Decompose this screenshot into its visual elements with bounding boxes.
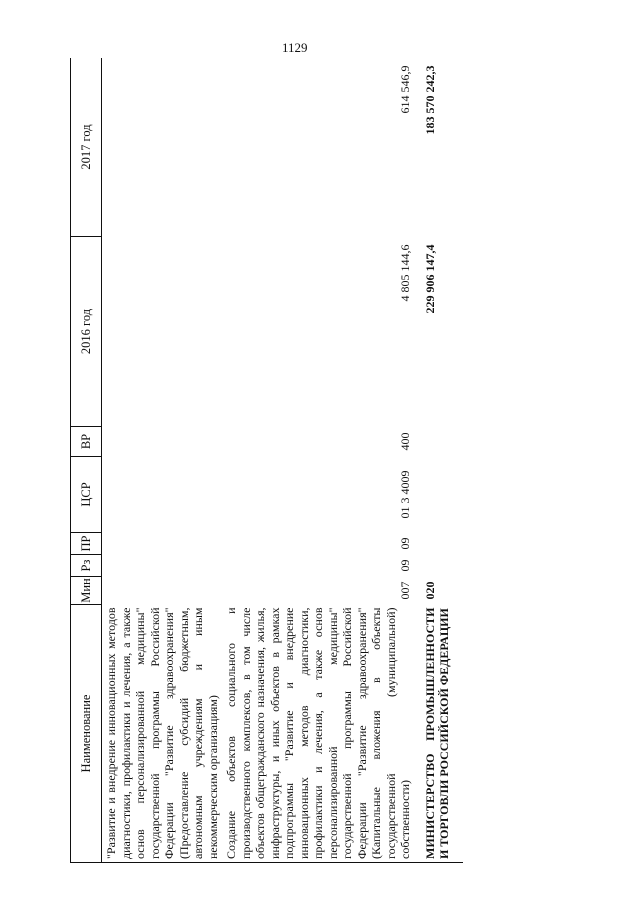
row-rz: 09 xyxy=(398,559,412,572)
row-min: 020 xyxy=(422,581,437,600)
row-min xyxy=(102,577,223,605)
row-2017: 183 570 242,3 xyxy=(422,65,437,135)
header-name: Наименование xyxy=(71,605,102,863)
row-vr: 400 xyxy=(398,432,412,451)
table-row xyxy=(222,58,415,863)
row-name: Создание объектов социального и производственного комплексов, в том числе объектов общегражданского назначения, жилья, инфраструктуры, и иных объектов в рамках подпрограммы "Развитие и внедрение инновационных методов диагностики, профилактики и лечения, а также основ персонализированной медицины" государственной программы Российской Федерации "Развитие здравоохранения" (Капитальные вложения в объекты государственной (муниципальной) собственности) xyxy=(222,605,415,863)
header-pr: ПР xyxy=(71,533,102,555)
budget-table xyxy=(70,58,463,863)
header-csr: ЦСР xyxy=(71,457,102,533)
row-2016: 229 906 147,4 xyxy=(422,244,437,314)
row-name: МИНИСТЕРСТВО ПРОМЫШЛЕННОСТИ И ТОРГОВЛИ РОССИЙСКОЙ ФЕДЕРАЦИИ xyxy=(415,605,463,863)
row-vr xyxy=(102,427,223,457)
row-2017: 614 546,9 xyxy=(398,65,412,114)
header-2016: 2016 год xyxy=(71,237,102,427)
table-viewport xyxy=(70,58,590,863)
row-rz xyxy=(415,555,463,577)
row-pr xyxy=(102,533,223,555)
row-2017 xyxy=(102,58,223,237)
header-min: Мин xyxy=(71,577,102,605)
row-name: "Развитие и внедрение инновационных методов диагностики, профилактики и лечения, а также основ персонализированной медицины" государственной программы Российской Федерации "Развитие здравоохранения" (Предоставление субсидий бюджетным, автономным учреждениям и иным некоммерческим организациям) xyxy=(102,605,223,863)
table-row xyxy=(102,58,223,863)
row-pr xyxy=(415,533,463,555)
row-rz xyxy=(102,555,223,577)
header-2017: 2017 год xyxy=(71,58,102,237)
table-row xyxy=(415,58,463,863)
row-vr xyxy=(415,427,463,457)
budget-table-landscape xyxy=(70,58,590,863)
row-csr: 01 3 4009 xyxy=(398,470,412,519)
row-2016: 4 805 144,6 xyxy=(398,244,412,302)
header-vr: ВР xyxy=(71,427,102,457)
page-number: 1129 xyxy=(282,40,308,55)
row-min: 007 xyxy=(398,581,412,600)
row-csr xyxy=(415,457,463,533)
row-2016 xyxy=(102,237,223,427)
table-header-row xyxy=(71,58,102,863)
row-pr: 09 xyxy=(398,537,412,550)
row-csr xyxy=(102,457,223,533)
header-rz: Рз xyxy=(71,555,102,577)
